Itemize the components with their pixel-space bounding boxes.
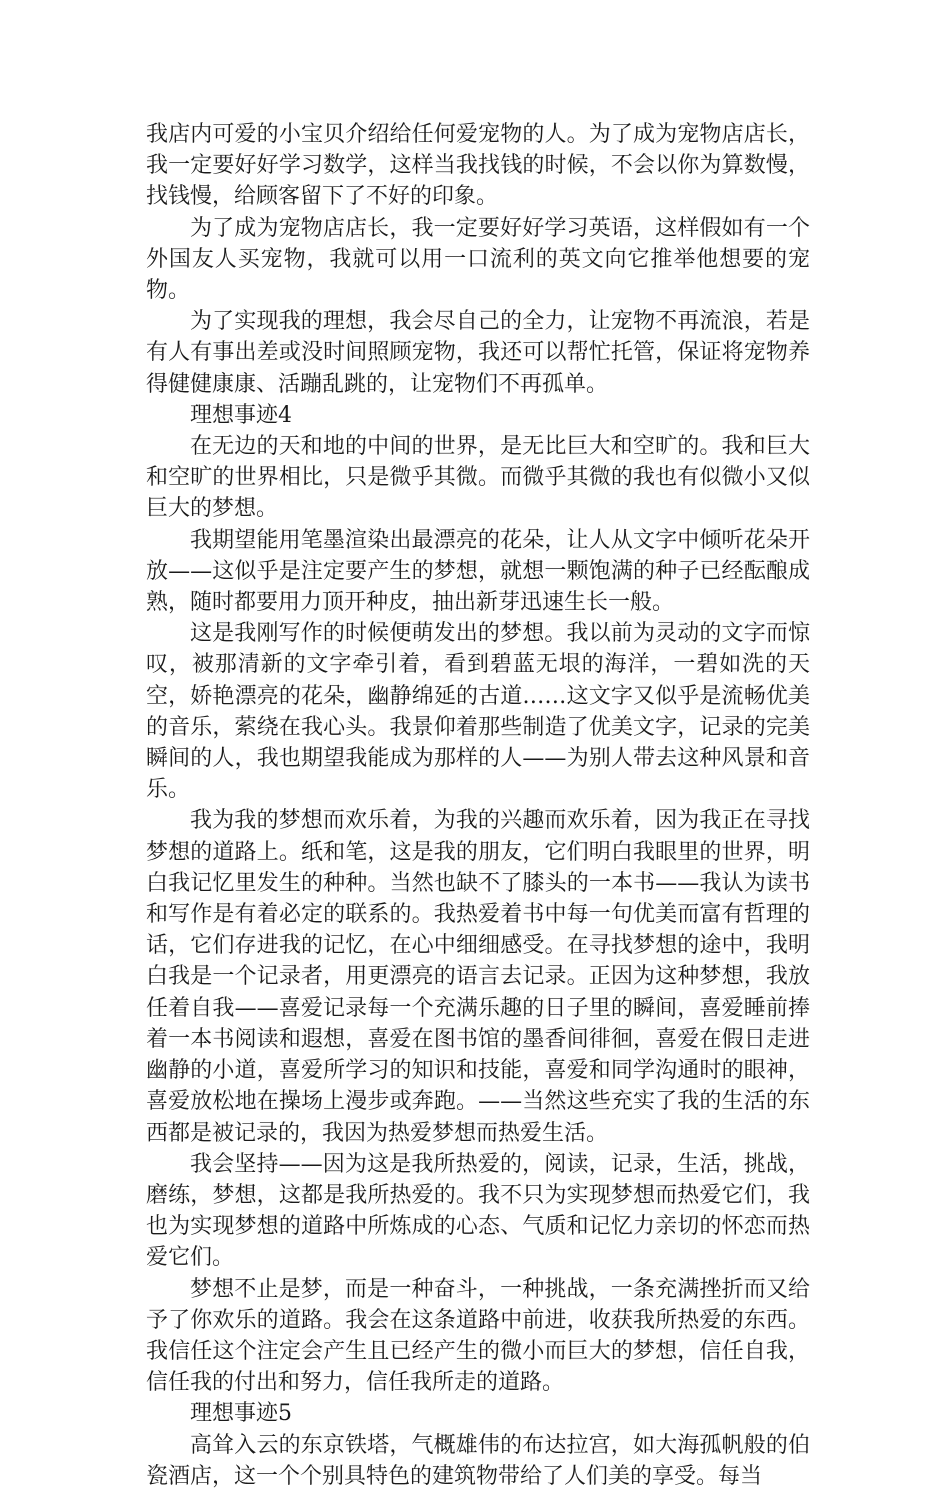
section-heading: 理想事迹4 [190, 402, 292, 428]
paragraph: 梦想不止是梦，而是一种奋斗，一种挑战，一条充满挫折而又给予了你欢乐的道路。我会在这条道路中前进，收获我所热爱的东西。我信任这个注定会产生且已经产生的微小而巨大的梦想，信任自我，信任我的付出和努力，信任我所走的道路。 [146, 1276, 810, 1396]
paragraph: 为了实现我的理想，我会尽自己的全力，让宠物不再流浪，若是有人有事出差或没时间照顾宠物，我还可以帮忙托管，保证将宠物养得健健康康、活蹦乱跳的，让宠物们不再孤单。 [146, 309, 810, 397]
paragraph: 我为我的梦想而欢乐着，为我的兴趣而欢乐着，因为我正在寻找梦想的道路上。纸和笔，这是我的朋友，它们明白我眼里的世界，明白我记忆里发生的种种。当然也缺不了膝头的一本书——我认为读书和写作是有着必定的联系的。我热爱着书中每一句优美而富有哲理的话，它们存进我的记忆，在心中细细感受。在寻找梦想的途中，我明白我是一个记录者，用更漂亮的语言去记录。正因为这种梦想，我放任着自我——喜爱记录每一个充满乐趣的日子里的瞬间，喜爱睡前捧着一本书阅读和遐想，喜爱在图书馆的墨香间徘徊，喜爱在假日走进幽静的小道，喜爱所学习的知识和技能，喜爱和同学沟通时的眼神，喜爱放松地在操场上漫步或奔跑。——当然这些充实了我的生活的东西都是被记录的，我因为热爱梦想而热爱生活。 [146, 808, 810, 1146]
paragraph: 我会坚持——因为这是我所热爱的，阅读，记录，生活，挑战，磨练，梦想，这都是我所热爱的。我不只为实现梦想而热爱它们，我也为实现梦想的道路中所炼成的心态、气质和记忆力亲切的怀恋而热爱它们。 [146, 1151, 810, 1271]
paragraph: 我期望能用笔墨渲染出最漂亮的花朵，让人从文字中倾听花朵开放——这似乎是注定要产生的梦想，就想一颗饱满的种子已经酝酿成熟，随时都要用力顶开种皮，抽出新芽迅速生长一般。 [146, 527, 810, 616]
paragraph: 高耸入云的东京铁塔，气概雄伟的布达拉宫，如大海孤帆般的伯瓷酒店，这一个个别具特色的建筑物带给了人们美的享受。每当 [146, 1432, 810, 1489]
document-body [146, 119, 810, 1492]
paragraph: 这是我刚写作的时候便萌发出的梦想。我以前为灵动的文字而惊叹，被那清新的文字牵引着，看到碧蓝无垠的海洋，一碧如洗的天空，娇艳漂亮的花朵，幽静绵延的古道……这文字又似乎是流畅优美的音乐，萦绕在我心头。我景仰着那些制造了优美文字，记录的完美瞬间的人，我也期望我能成为那样的人——为别人带去这种风景和音乐。 [146, 621, 810, 803]
paragraph: 我店内可爱的小宝贝介绍给任何爱宠物的人。为了成为宠物店店长，我一定要好好学习数学，这样当我找钱的时候，不会以你为算数慢，找钱慢，给顾客留下了不好的印象。 [146, 122, 810, 210]
paragraph: 在无边的天和地的中间的世界，是无比巨大和空旷的。我和巨大和空旷的世界相比，只是微乎其微。而微乎其微的我也有似微小又似巨大的梦想。 [146, 434, 810, 522]
section-heading: 理想事迹5 [190, 1401, 292, 1427]
paragraph: 为了成为宠物店店长，我一定要好好学习英语，这样假如有一个外国友人买宠物，我就可以用一口流利的英文向它推举他想要的宠物。 [146, 215, 810, 304]
